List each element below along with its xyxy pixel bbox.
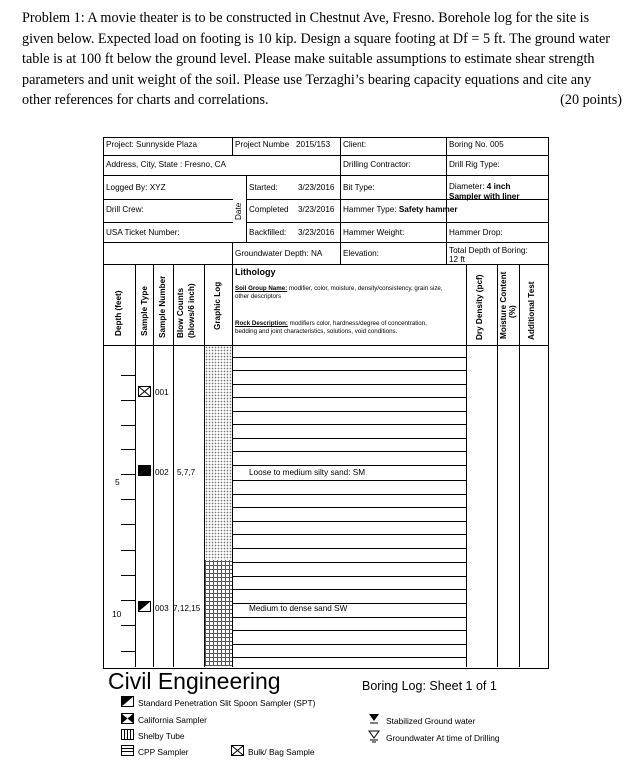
bulk-sample-icon (138, 386, 152, 398)
logged-by: Logged By: XYZ (106, 183, 166, 192)
lithology-entry-1: Loose to medium silty sand: SM (249, 468, 366, 477)
col-lithology: Lithology (235, 267, 276, 277)
sample-number-2: 002 (155, 468, 169, 477)
spt-sample-icon (138, 601, 152, 613)
col-moisture: Moisture Content (499, 271, 508, 339)
graphic-log-silty-sand (205, 346, 232, 560)
sample-number-3: 003 (155, 604, 169, 613)
col-dry-density: Dry Density (pcf) (475, 274, 484, 340)
legend-cpp: CPP Sampler (138, 747, 189, 757)
bit-type: Bit Type: (343, 183, 375, 192)
col-sample-number: Sample Number (158, 275, 167, 338)
drill-rig-type: Drill Rig Type: (449, 160, 500, 169)
sample-number-1: 001 (155, 388, 169, 397)
stabilized-water-icon (368, 713, 380, 725)
col-additional-test: Additional Test (527, 281, 536, 340)
lithology-entry-2: Medium to dense sand SW (249, 604, 348, 613)
groundwater-depth: Groundwater Depth: NA (235, 249, 323, 258)
legend-stabilized: Stabilized Ground water (386, 716, 476, 726)
hammer-type: Hammer Type: Safety hammer (343, 205, 458, 214)
legend-bulk: Bulk/ Bag Sample (248, 747, 315, 757)
shelby-tube-icon (121, 729, 134, 740)
diameter: Diameter: 4 inch (449, 182, 511, 191)
blow-counts-2: 5,7,7 (177, 468, 196, 477)
backfilled-label: Backfilled: (249, 228, 287, 237)
hammer-drop: Hammer Drop: (449, 228, 503, 237)
started-date: 3/23/2016 (298, 183, 335, 192)
address: Address, City, State : Fresno, CA (106, 160, 226, 169)
project-number: 2015/153 (296, 140, 331, 149)
client: Client: (343, 140, 367, 149)
total-depth-label: Total Depth of Boring: (449, 246, 528, 255)
spt-sample-icon (138, 465, 152, 477)
backfilled-date: 3/23/2016 (298, 228, 335, 237)
col-blow-counts: Blow Counts (176, 287, 185, 338)
spt-icon (121, 696, 134, 707)
total-depth-value: 12 ft (449, 255, 465, 264)
soil-group-desc: Soil Group Name: modifier, color, moisture, density/consistency, grain size, other descriptors (235, 285, 443, 300)
graphic-log-sand (205, 560, 232, 666)
col-blow-counts-units: (blows/6 inch) (187, 283, 196, 338)
drilling-contractor: Drilling Contractor: (343, 160, 411, 169)
california-sampler-icon (121, 713, 134, 724)
date-label: Date (234, 202, 243, 220)
problem-points: (20 points) (560, 92, 622, 108)
started-label: Started: (249, 183, 278, 192)
usa-ticket-number: USA Ticket Number: (106, 228, 180, 237)
blow-counts-3: 7,12,15 (173, 604, 201, 613)
project-number-label: Project Numbe (235, 140, 290, 149)
project-name: Project: Sunnyside Plaza (106, 140, 198, 149)
hammer-weight: Hammer Weight: (343, 228, 405, 237)
col-moisture-units: (%) (508, 305, 517, 318)
completed-label: Completed (249, 205, 289, 214)
sheet-label: Boring Log: Sheet 1 of 1 (362, 679, 497, 693)
groundwater-drilling-icon (368, 730, 380, 743)
sampler-note: Sampler with liner (449, 192, 520, 201)
footer-title: Civil Engineering (108, 668, 281, 694)
boring-number: Boring No. 005 (449, 140, 504, 149)
bulk-bag-icon (231, 745, 244, 756)
drill-crew: Drill Crew: (106, 205, 144, 214)
elevation: Elevation: (343, 249, 379, 258)
completed-date: 3/23/2016 (298, 205, 335, 214)
col-sample-type: Sample Type (140, 286, 149, 336)
depth-label-10: 10 (112, 609, 122, 619)
cpp-sampler-icon (121, 745, 134, 756)
legend-shelby: Shelby Tube (138, 731, 185, 741)
rock-desc: Rock Description: modifiers color, hardness/degree of concentration, bedding and joint characteristics, solutions, void conditions. (235, 320, 427, 335)
col-graphic-log: Graphic Log (213, 281, 222, 330)
depth-label-5: 5 (115, 477, 120, 487)
legend-spt: Standard Penetration Slit Spoon Sampler (SPT) (138, 698, 316, 708)
problem-text: Problem 1: A movie theater is to be constructed in Chestnut Ave, Fresno. Borehole log for the site is given below. Expected load on footing is 10 kip. Design a square footing at Df = 5 ft. The ground water table is at 100 ft below the ground level. Please make suitable assumptions to estimate shear strength parameters and unit weight of the soil. Please use Terzaghi’s bearing capacity equations and cite any other references for charts and correlations. (22, 10, 610, 108)
legend-at-drilling: Groundwater At time of Drilling (386, 733, 500, 743)
col-depth: Depth (feet) (114, 290, 123, 336)
problem-statement (22, 8, 622, 111)
legend-california: California Sampler (138, 715, 207, 725)
